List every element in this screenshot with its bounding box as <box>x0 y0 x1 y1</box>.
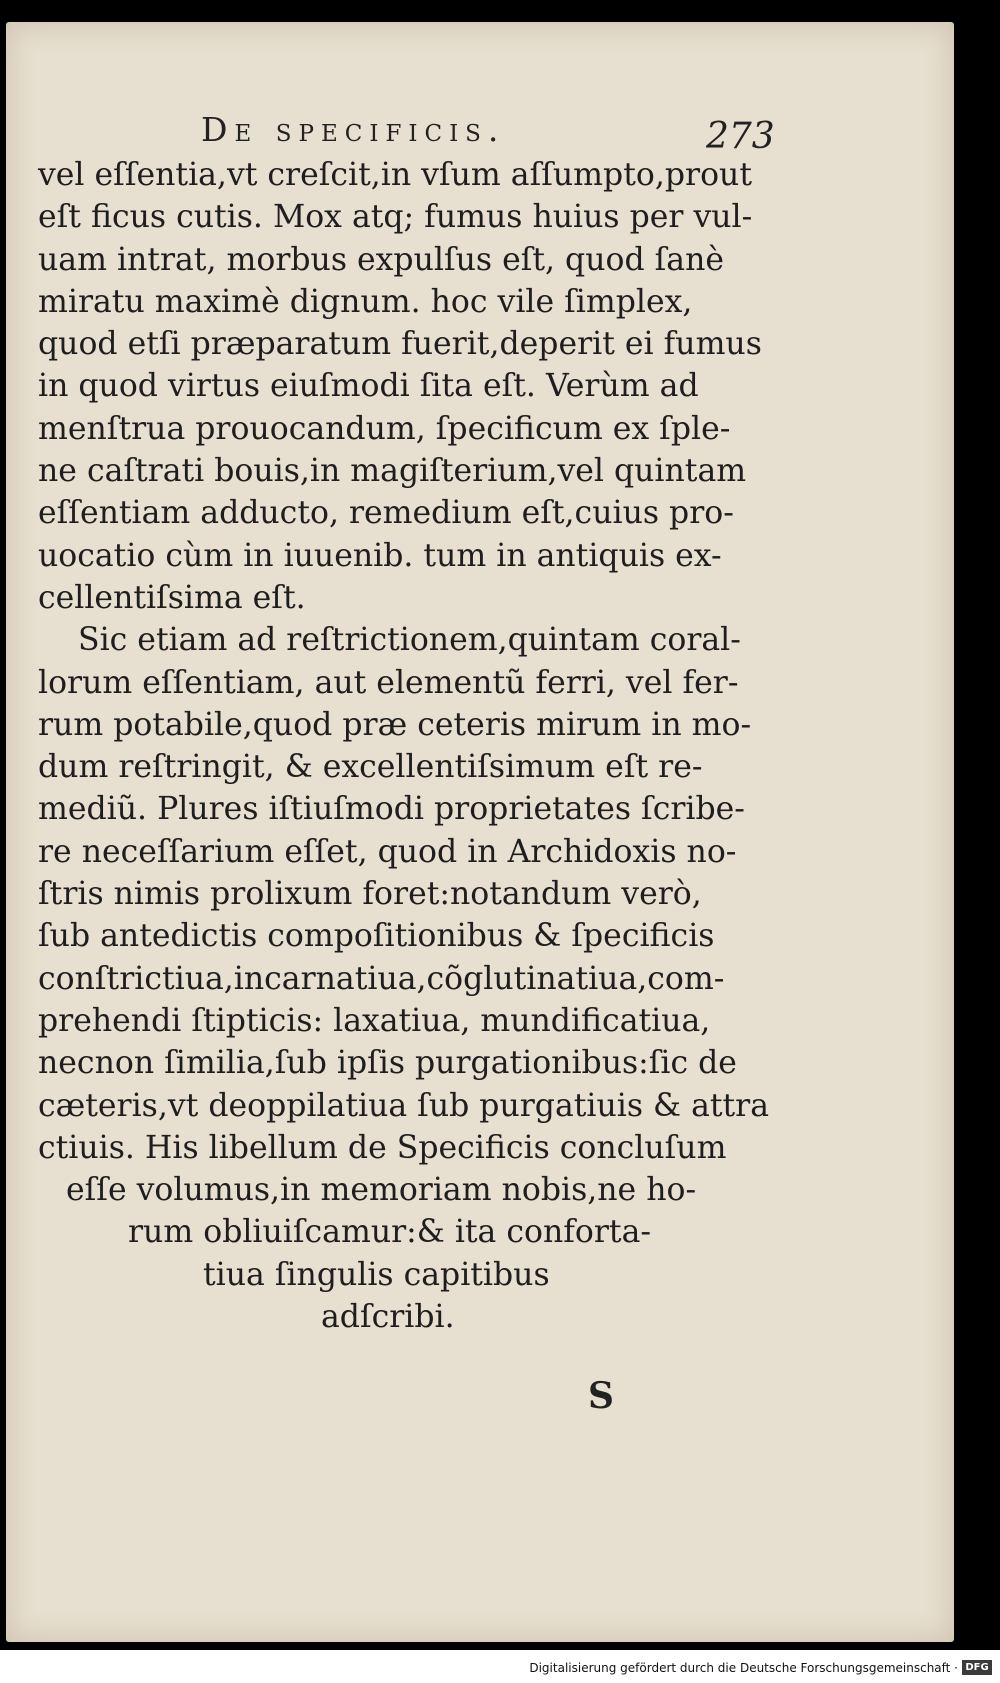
text-line: cæteris,vt deoppilatiua ſub purgatiuis & attra <box>38 1087 770 1124</box>
text-line: eſſentiam adducto, remedium eſt,cuius pro- <box>38 495 734 532</box>
tapered-line: tiua ſingulis capitibus <box>203 1256 550 1293</box>
text-line: in quod virtus eiuſmodi ſita eſt. Verùm ad <box>38 368 699 405</box>
digitization-footer <box>0 1650 1000 1683</box>
book-page <box>6 22 954 1642</box>
text-line: ſtris nimis prolixum foret:notandum verò, <box>38 876 702 913</box>
page-number: 273 <box>706 116 775 157</box>
text-line: ſub antedictis compoſitionibus & ſpecificis <box>38 918 715 955</box>
text-line: ctiuis. His libellum de Specificis concluſum <box>38 1129 727 1166</box>
footer-credit: Digitalisierung gefördert durch die Deutsche Forschungsgemeinschaft · <box>529 1661 958 1675</box>
tapered-line: adſcribi. <box>321 1299 455 1336</box>
text-line: mediũ. Plures iſtiuſmodi proprietates ſcribe- <box>38 791 745 828</box>
text-line: uam intrat, morbus expulſus eſt, quod ſanè <box>38 241 725 278</box>
running-title: De specificis. <box>201 110 506 149</box>
text-line: necnon ſimilia,ſub ipſis purgationibus:ſic de <box>38 1045 737 1082</box>
text-line: quod etſi præparatum fuerit,deperit ei fumus <box>38 326 762 363</box>
tapered-line: rum obliuiſcamur:& ita conforta- <box>128 1214 652 1251</box>
text-line: conſtrictiua,incarnatiua,cõglutinatiua,com- <box>38 960 725 997</box>
text-line: uocatio cùm in iuuenib. tum in antiquis ex- <box>38 537 722 574</box>
tapered-line: eſſe volumus,in memoriam nobis,ne ho- <box>66 1172 697 1209</box>
text-line: ne caſtrati bouis,in magiſterium,vel quintam <box>38 453 747 490</box>
paragraph-start-line: Sic etiam ad reſtrictionem,quintam coral- <box>78 622 741 659</box>
text-line: eſt ficus cutis. Mox atq; fumus huius per vul- <box>38 199 753 236</box>
text-line: menſtrua prouocandum, ſpecificum ex ſple- <box>38 410 731 447</box>
text-line: rum potabile,quod præ ceteris mirum in mo- <box>38 706 752 743</box>
text-line: vel eſſentia,vt creſcit,in vſum aſſumpto,prout <box>38 157 752 193</box>
text-line: dum reſtringit, & excellentiſsimum eſt re- <box>38 749 703 786</box>
page-header <box>6 82 954 157</box>
dfg-logo-icon: DFG <box>962 1660 992 1675</box>
text-line: prehendi ſtipticis: laxatiua, mundificatiua, <box>38 1002 711 1039</box>
catchword: S <box>588 1375 614 1417</box>
text-line: lorum eſſentiam, aut elementũ ferri, vel fer- <box>38 664 739 701</box>
text-line: miratu maximè dignum. hoc vile ſimplex, <box>38 283 693 320</box>
body-text <box>38 154 770 1338</box>
text-line: re neceſſarium eſſet, quod in Archidoxis no- <box>38 833 737 870</box>
text-line: cellentiſsima eſt. <box>38 579 306 616</box>
